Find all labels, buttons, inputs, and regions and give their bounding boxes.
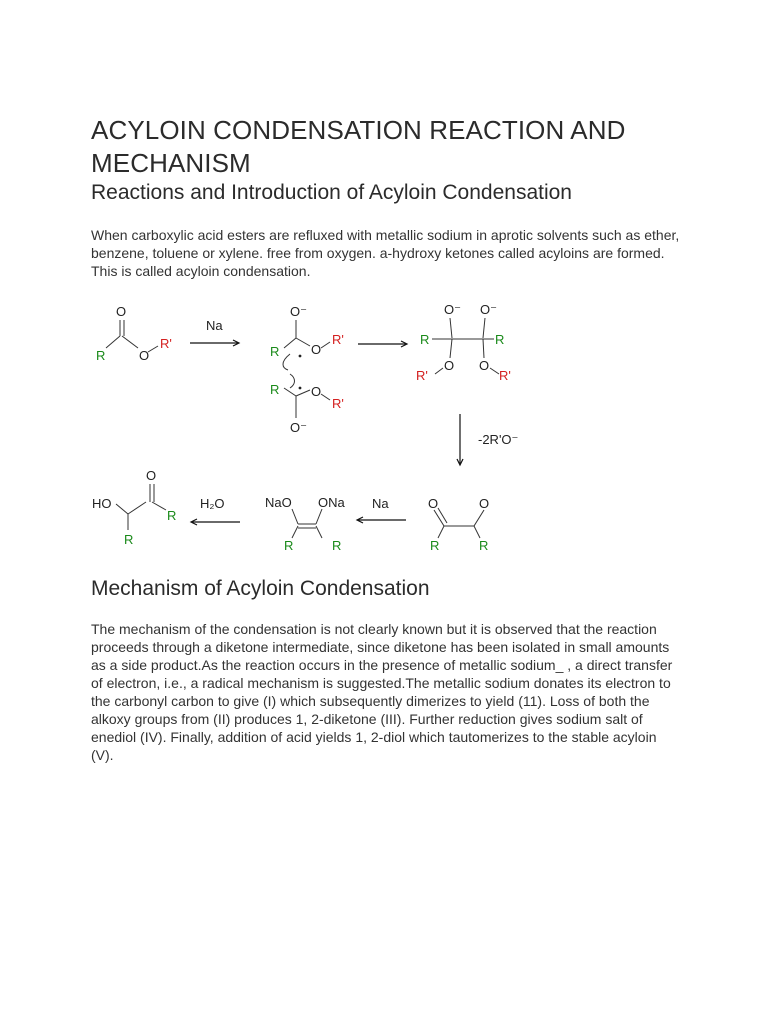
r-prime-label: R' [499, 368, 511, 383]
carbonyl-o-label: O [116, 304, 127, 319]
ona-label: ONa [318, 495, 345, 510]
page-title: ACYLOIN CONDENSATION REACTION AND MECHANISM [91, 115, 626, 178]
reaction-arrow-na [190, 318, 239, 346]
o-minus-top-label: O⁻ [290, 304, 307, 319]
water-reagent-label: H₂O [200, 496, 225, 511]
reaction-arrow-hydrolysis [191, 496, 240, 525]
ether-o-label: O [444, 358, 455, 373]
reaction-arrow-reduction [357, 496, 406, 523]
reaction-arrow-elimination [457, 414, 518, 465]
nao-label: NaO [265, 495, 292, 510]
intro-paragraph: When carboxylic acid esters are refluxed with metallic sodium in aprotic solvents such as ether, benzene, toluene or xylene. free from oxygen. a-hydroxy ketones called acyloins are formed. This is called acyloin condensation. [91, 227, 680, 279]
r-group-label: R [124, 532, 134, 547]
ester-structure [96, 304, 172, 363]
r-prime-label: R' [416, 368, 428, 383]
r-group-label: R [332, 538, 342, 553]
r-group-label: R [495, 332, 505, 347]
carbonyl-o-label: O [428, 496, 439, 511]
reaction-scheme-diagram [80, 296, 640, 566]
na-reagent-label: Na [206, 318, 223, 333]
o-minus-bottom-label: O⁻ [290, 420, 307, 435]
carbonyl-o-label: O [146, 468, 157, 483]
r-group-label: R [479, 538, 489, 553]
r-prime-label: R' [332, 332, 344, 347]
diketone-structure [428, 496, 489, 553]
carbonyl-o-label: O [479, 496, 490, 511]
ether-o-label: O [139, 348, 150, 363]
r-group-label: R [420, 332, 430, 347]
radical-anion-pair [270, 304, 344, 435]
o-minus-label: O⁻ [480, 302, 497, 317]
reaction-arrow-dimer [358, 341, 407, 347]
r-group-label: R [284, 538, 294, 553]
dianion-dimer-structure [416, 302, 511, 383]
r-group-label: R [96, 348, 106, 363]
ether-o-label: O [311, 342, 322, 357]
elimination-label: -2R'O⁻ [478, 432, 519, 447]
r-group-label: R [430, 538, 440, 553]
acyloin-structure [92, 468, 176, 547]
section-subtitle: Reactions and Introduction of Acyloin Condensation [91, 181, 572, 204]
r-group-label: R [270, 344, 280, 359]
enediolate-structure [265, 495, 346, 553]
r-prime-label: R' [332, 396, 344, 411]
mechanism-heading: Mechanism of Acyloin Condensation [91, 577, 430, 600]
r-group-label: R [167, 508, 177, 523]
ether-o-label: O [479, 358, 490, 373]
ether-o-label: O [311, 384, 322, 399]
r-prime-label: R' [160, 336, 172, 351]
na-reagent-label: Na [372, 496, 389, 511]
o-minus-label: O⁻ [444, 302, 461, 317]
hydroxyl-label: HO [92, 496, 112, 511]
mechanism-paragraph: The mechanism of the condensation is not clearly known but it is observed that the reaction proceeds through a diketone intermediate, since diketone has been isolated in small amounts as a side product.As the reaction occurs in the presence of metallic sodium_ , a direct transfer of electron, i.e., a radical mechanism is suggested.The metallic sodium donates its electron to the carbonyl carbon to give (I) which subsequently dimerizes to yield (11). Loss of both the alkoxy groups from (II) produces 1, 2-diketone (III). Further reduction gives sodium salt of enediol (IV). Finally, addition of acid yields 1, 2-diol which tautomerizes to the stable acyloin (V). [91, 621, 673, 763]
r-group-label: R [270, 382, 280, 397]
